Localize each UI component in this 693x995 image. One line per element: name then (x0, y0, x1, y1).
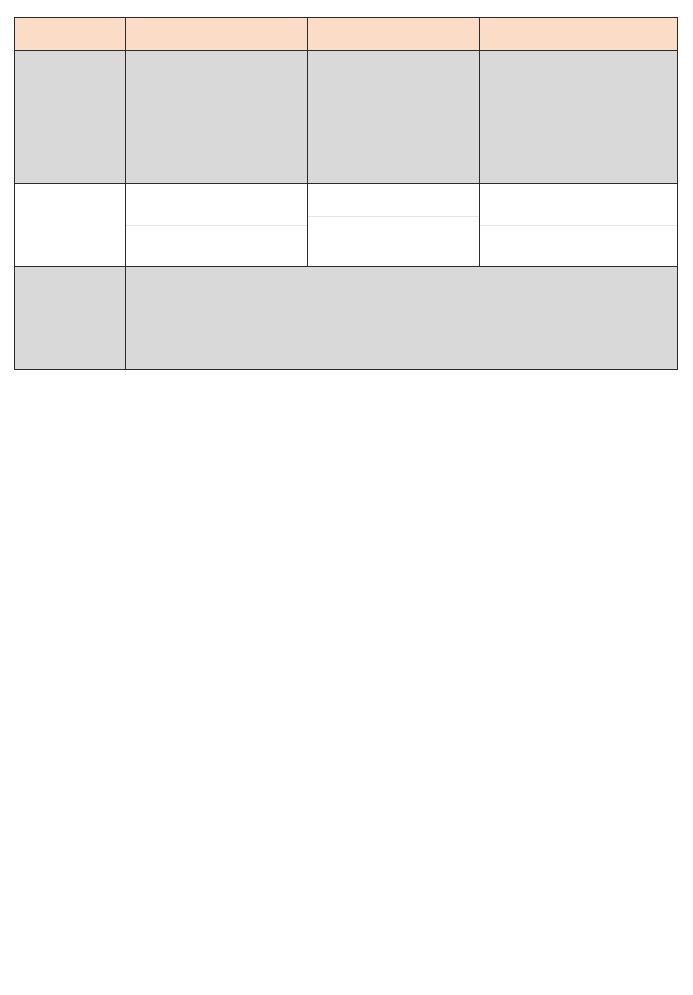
housing-entry-fee (126, 117, 307, 150)
total-third-year (480, 184, 678, 267)
housing-third-rmb (480, 117, 677, 150)
total-third-rmb (480, 226, 677, 267)
housing-second-rmb (308, 117, 479, 150)
housing-second-amount (308, 51, 479, 84)
header-corner (15, 18, 126, 51)
total-second-year (308, 184, 480, 267)
total-third-amount (480, 184, 677, 226)
header-first-year (126, 18, 308, 51)
housing-second-year (308, 51, 480, 184)
housing-third-amount (480, 51, 677, 84)
trip-uniform-notes (126, 267, 678, 370)
housing-label-cell (15, 51, 126, 184)
total-first-year (126, 184, 308, 267)
trip-uniform-row (15, 267, 678, 370)
total-first-amount (126, 184, 307, 226)
total-first-rmb (126, 226, 307, 267)
housing-entry-rmb (126, 150, 307, 183)
housing-first-year (126, 51, 308, 184)
header-third-year (480, 18, 678, 51)
fee-table (14, 17, 678, 370)
trip-uniform-label (15, 267, 126, 370)
total-label (15, 184, 126, 267)
housing-first-rmb (126, 84, 307, 117)
housing-row (15, 51, 678, 184)
housing-first-amount (126, 51, 307, 84)
total-second-amount (308, 184, 479, 217)
header-second-year (308, 18, 480, 51)
housing-third-year (480, 51, 678, 184)
total-row (15, 184, 678, 267)
header-row (15, 18, 678, 51)
